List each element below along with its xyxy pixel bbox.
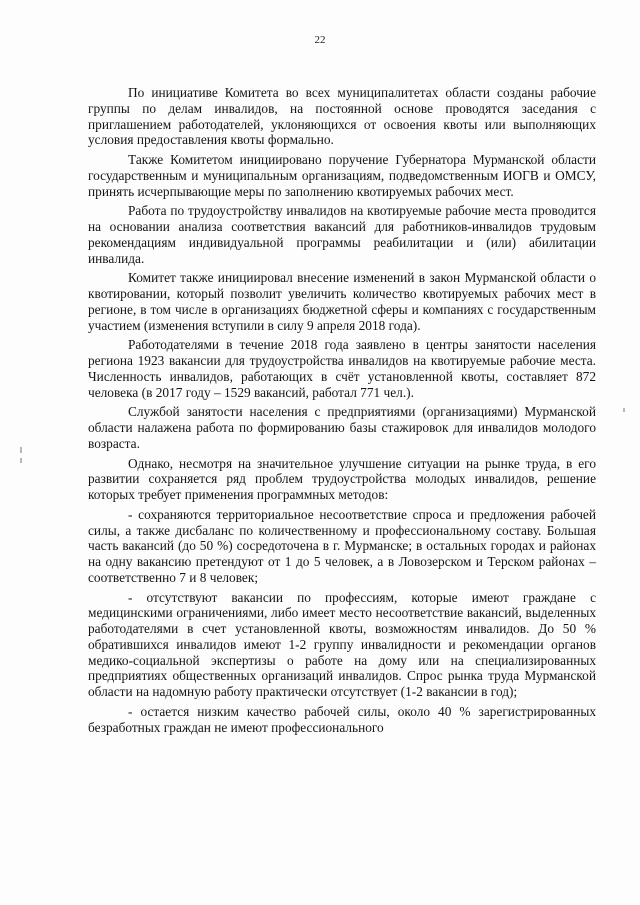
paragraph: - сохраняются территориальное несоответствие спроса и предложения рабочей силы, а также дисбаланс по количественному и профессиональному составу. Большая часть вакансий (до 50 %) сосредоточена в г. Мурманске; в остальных городах и районах на одну вакансию претендуют от 1 до 5 человек, а в Ловозерском и Терском районах – соответственно 7 и 8 человек; bbox=[88, 506, 596, 585]
paragraph: - отсутствуют вакансии по профессиям, которые имеют граждане с медицинскими ограничениями, либо имеет место несоответствие вакансий, выделенных работодателями в счет установленной квоты, возможностям инвалидов. До 50 % обратившихся инвалидов имеют 1-2 группу инвалидности и рекомендации органов медико-социальной экспертизы о работе на дому или на специализированных предприятиях общественных организаций инвалидов. Спрос рынка труда Мурманской области на надомную работу практически отсутствует (1-2 вакансии в год); bbox=[88, 589, 596, 699]
paragraph: Комитет также инициировал внесение изменений в закон Мурманской области о квотировании, который позволит увеличить количество квотируемых рабочих мест в регионе, в том числе в организациях бюджетной сферы и компаниях с государственным участием (изменения вступили в силу 9 апреля 2018 года). bbox=[88, 270, 596, 333]
margin-mark-left bbox=[20, 447, 22, 453]
paragraph: Работа по трудоустройству инвалидов на квотируемые рабочие места проводится на основании анализа соответствия вакансий для работников-инвалидов трудовым рекомендациям индивидуальной программы реабилитации и (или) абилитации инвалида. bbox=[88, 203, 596, 266]
page-number: 22 bbox=[314, 34, 326, 46]
paragraph: Службой занятости населения с предприятиями (организациями) Мурманской области налажена работа по формированию базы стажировок для инвалидов молодого возраста. bbox=[88, 404, 596, 451]
paragraph: Однако, несмотря на значительное улучшение ситуации на рынке труда, в его развитии сохраняется ряд проблем трудоустройства молодых инвалидов, решение которых требует применения программных методов: bbox=[88, 455, 596, 502]
margin-mark-right bbox=[623, 408, 625, 412]
margin-mark-left-lower bbox=[20, 458, 22, 463]
body-text bbox=[88, 85, 596, 739]
paragraph: По инициативе Комитета во всех муниципалитетах области созданы рабочие группы по делам инвалидов, на постоянной основе проводятся заседания с приглашением работодателей, уклоняющихся от освоения квоты или выполняющих условия предоставления квоты формально. bbox=[88, 85, 596, 148]
paragraph: - остается низким качество рабочей силы, около 40 % зарегистрированных безработных граждан не имеют профессионального bbox=[88, 703, 596, 735]
paragraph: Работодателями в течение 2018 года заявлено в центры занятости населения региона 1923 вакансии для трудоустройства инвалидов на квотируемые рабочие места. Численность инвалидов, работающих в счёт установленной квоты, составляет 872 человека (в 2017 году – 1529 вакансий, работал 771 чел.). bbox=[88, 337, 596, 400]
paragraph: Также Комитетом инициировано поручение Губернатора Мурманской области государственным и муниципальным организациям, подведомственным ИОГВ и ОМСУ, принять исчерпывающие меры по заполнению квотируемых рабочих мест. bbox=[88, 152, 596, 199]
